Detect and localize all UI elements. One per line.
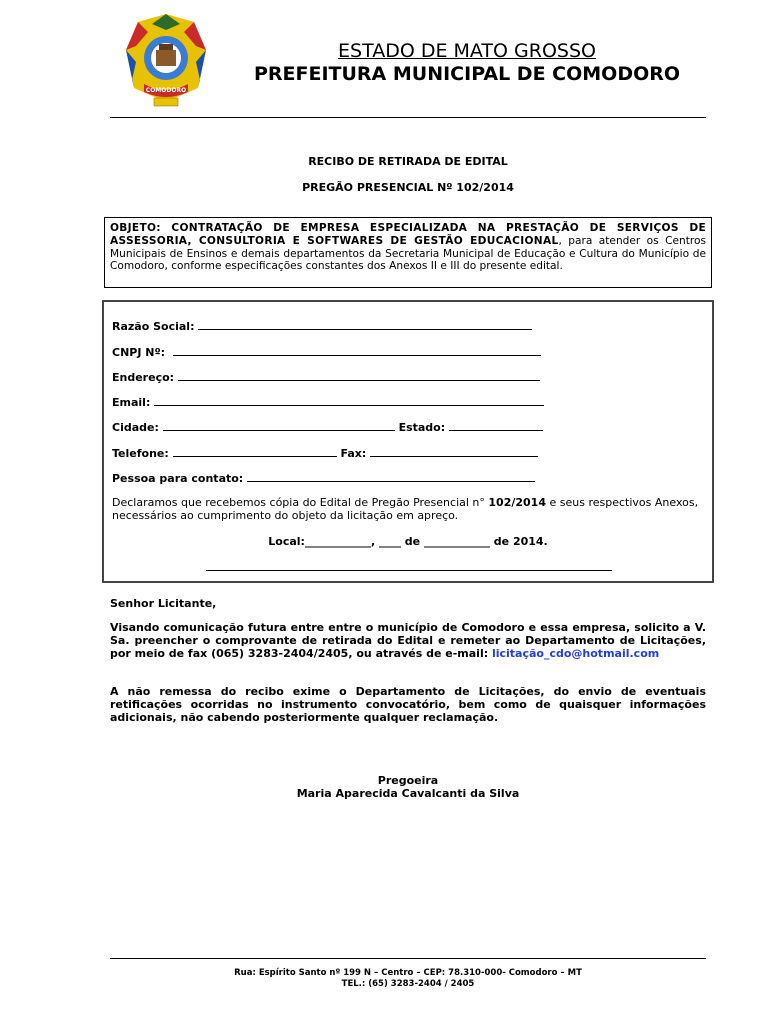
cidade-row	[112, 420, 543, 434]
fax-field[interactable]	[370, 446, 538, 457]
contato-label: Pessoa para contato:	[112, 472, 244, 485]
telefone-label: Telefone:	[112, 447, 169, 460]
local-date-line: Local:____________, ____ de ____________ de 2014.	[268, 535, 548, 548]
letter-paragraph-1	[110, 621, 706, 660]
declaration-text	[112, 496, 702, 522]
declaration-post: e seus respectivos Anexos, necessários ao cumprimento do objeto da licitação em apreço.	[112, 496, 699, 522]
endereco-field[interactable]	[178, 370, 540, 381]
footer-address: Rua: Espírito Santo nº 199 N – Centro – CEP: 78.310-000- Comodoro – MT	[234, 968, 582, 978]
endereco-row	[112, 370, 540, 384]
receipt-form	[102, 300, 714, 583]
svg-text:COMODORO: COMODORO	[145, 87, 187, 94]
estado-field[interactable]	[449, 420, 543, 431]
email-field[interactable]	[154, 395, 544, 406]
letter-paragraph-2: A não remessa do recibo exime o Departamento de Licitações, do envio de eventuais retificações ocorridas no instrumento convocatório, bem como de quaisquer informações adicionais, não cabendo posteriormente qualquer reclamação.	[110, 685, 706, 724]
telefone-field[interactable]	[173, 446, 337, 457]
email-row	[112, 395, 544, 409]
header-divider	[110, 117, 706, 118]
email-label: Email:	[112, 396, 151, 409]
contato-field[interactable]	[247, 471, 535, 482]
fax-label: Fax:	[340, 447, 367, 460]
cidade-field[interactable]	[163, 420, 395, 431]
footer-divider	[110, 958, 706, 959]
prefecture-heading: PREFEITURA MUNICIPAL DE COMODORO	[253, 63, 681, 85]
razao-social-field[interactable]	[198, 319, 532, 330]
telefone-row	[112, 446, 538, 460]
footer-phone: TEL.: (65) 3283-2404 / 2405	[341, 979, 475, 989]
email-link[interactable]: licitação_cdo@hotmail.com	[491, 647, 660, 660]
objeto-bold: OBJETO: CONTRATAÇÃO DE EMPRESA ESPECIALIZADA NA PRESTAÇÃO DE SERVIÇOS DE ASSESSORIA, CONSULTORIA E SOFTWARES DE GESTÃO EDUCACIONAL	[110, 222, 706, 247]
estado-label: Estado:	[398, 421, 446, 434]
razao-social-row	[112, 319, 532, 333]
cidade-label: Cidade:	[112, 421, 159, 434]
objeto-rest: , para atender os Centros Municipais de Ensinos e demais departamentos da Secretaria Municipal de Educação e Cultura do Município de Comodoro, conforme especificações constantes dos Anexos II e III do presente edital.	[110, 234, 706, 273]
cnpj-label: CNPJ Nº:	[112, 346, 166, 359]
contato-row	[112, 471, 535, 485]
state-heading: ESTADO DE MATO GROSSO	[338, 40, 596, 62]
document-title: RECIBO DE RETIRADA DE EDITAL	[308, 155, 508, 168]
endereco-label: Endereço:	[112, 371, 175, 384]
declaration-pre: Declaramos que recebemos cópia do Edital de Pregão Presencial n°	[112, 496, 489, 509]
paragraph-1-text: Visando comunicação futura entre entre o município de Comodoro e essa empresa, solicito a V. Sa. preencher o comprovante de retirada do Edital e remeter ao Departamento de Licitações, por meio de fax (065) 3283-2404/2405, ou através de e-mail:	[110, 621, 706, 660]
signer-role: Pregoeira	[377, 774, 439, 787]
signature-line	[206, 570, 612, 571]
cnpj-row	[112, 345, 541, 359]
objeto-box	[104, 217, 712, 288]
pregao-number: PREGÃO PRESENCIAL Nº 102/2014	[302, 181, 514, 194]
cnpj-field[interactable]	[173, 345, 541, 356]
declaration-number: 102/2014	[488, 496, 546, 509]
municipal-coat-of-arms-icon	[118, 10, 214, 110]
objeto-text	[110, 222, 706, 273]
signer-name: Maria Aparecida Cavalcanti da Silva	[296, 787, 520, 800]
salutation: Senhor Licitante,	[110, 597, 217, 610]
razao-social-label: Razão Social:	[112, 320, 195, 333]
